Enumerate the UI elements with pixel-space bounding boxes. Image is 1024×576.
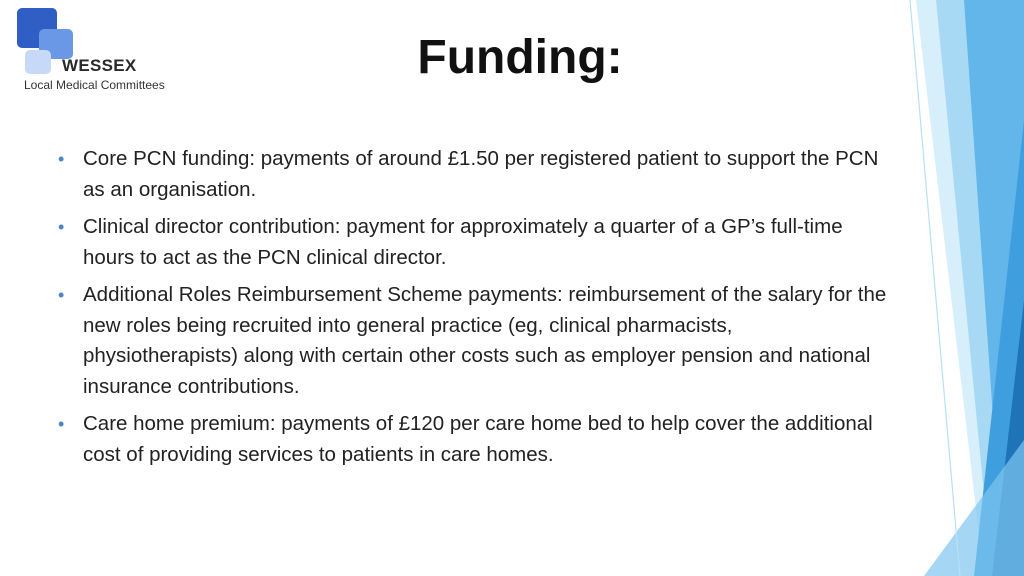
bullet-dot-icon: • [58,149,65,169]
decorative-side-panel [864,0,1024,576]
bullet-list [58,144,888,477]
bullet-text: Additional Roles Reimbursement Scheme payments: reimbursement of the salary for the new roles being recruited into general practice (eg, clinical pharmacists, physiotherapists) along with certain other costs such as employer pension and national insurance contributions. [83,283,887,398]
bullet-dot-icon: • [58,414,65,434]
bullet-text: Care home premium: payments of £120 per care home bed to help cover the additional cost of providing services to patients in care homes. [83,412,873,466]
bullet-item [58,280,888,402]
bullet-text: Core PCN funding: payments of around £1.50 per registered patient to support the PCN as an organisation. [83,147,879,201]
bullet-item [58,409,888,470]
bullet-dot-icon: • [58,285,65,305]
wessex-lmc-logo [0,0,200,100]
logo-name: WESSEX [62,56,137,75]
bullet-text: Clinical director contribution: payment for approximately a quarter of a GP’s full-time hours to act as the PCN clinical director. [83,215,843,269]
bullet-item [58,144,888,205]
bullet-dot-icon: • [58,217,65,237]
logo-square-light [25,50,51,74]
logo-subtitle: Local Medical Committees [24,78,165,92]
bullet-item [58,212,888,273]
slide-title: Funding: [417,31,623,84]
